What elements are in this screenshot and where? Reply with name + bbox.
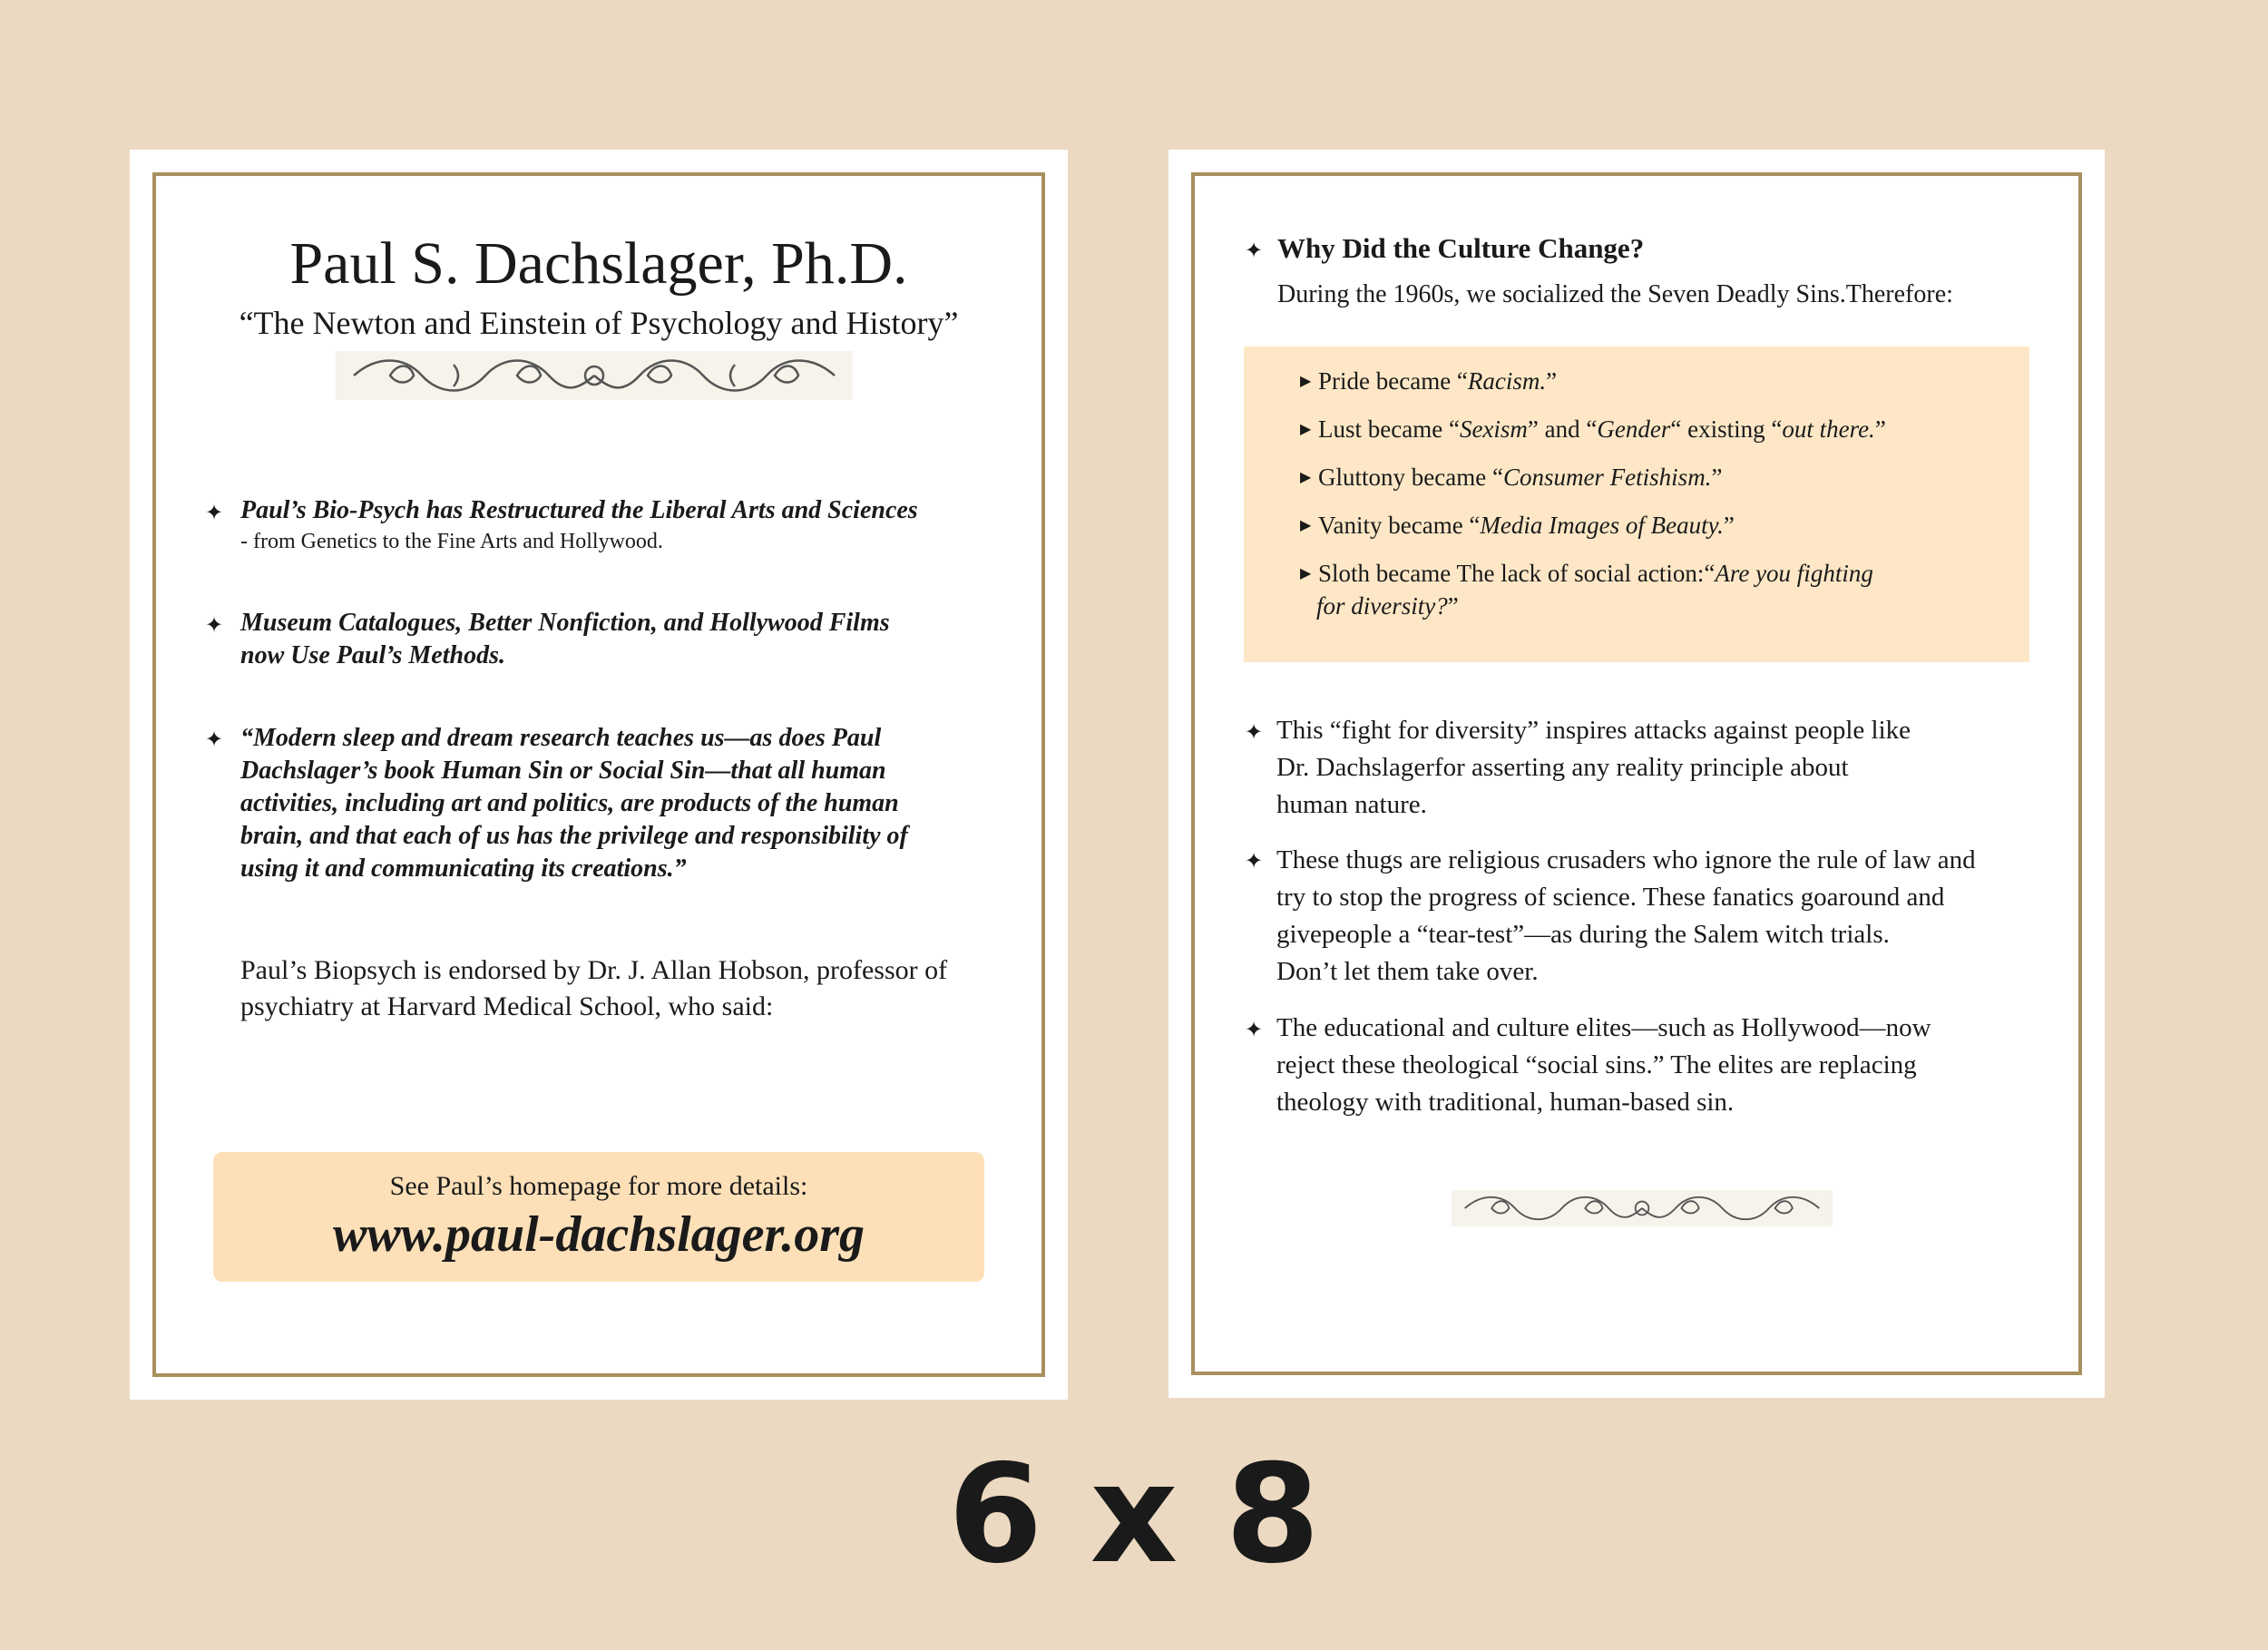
sin-italic-text: Gender xyxy=(1597,415,1671,443)
sin-italic-text: Consumer Fetishism. xyxy=(1502,464,1712,491)
triangle-right-icon: ▶ xyxy=(1300,372,1312,389)
sin-italic-text: for diversity? xyxy=(1316,592,1448,620)
four-pointed-star-icon: ✦ xyxy=(1245,238,1264,263)
card-subtitle: “The Newton and Einstein of Psychology and History” xyxy=(239,305,959,341)
elites-bullet xyxy=(1276,1010,2038,1121)
bullet-2-line-1: Museum Catalogues, Better Nonfiction, and Hollywood Films xyxy=(240,609,890,637)
sin-item xyxy=(1300,557,1953,622)
sin-italic-text: out there. xyxy=(1782,415,1875,443)
quote-line-1: “Modern sleep and dream research teaches us—as does Paul xyxy=(240,724,882,752)
sin-text: ” xyxy=(1874,415,1886,443)
triangle-right-icon: ▶ xyxy=(1300,516,1312,533)
sin-text-line xyxy=(1318,365,1953,397)
bullet-1-subtext: - from Genetics to the Fine Arts and Hollywood. xyxy=(240,530,663,553)
bullet-line: givepeople a “tear-test”—as during the Salem witch trials. xyxy=(1276,920,1890,949)
homepage-link[interactable]: www.paul-dachslager.org xyxy=(332,1206,865,1263)
size-label: 6 x 8 xyxy=(948,1436,1320,1594)
bullet-line: This “fight for diversity” inspires attacks against people like xyxy=(1276,716,1911,745)
four-pointed-star-icon: ✦ xyxy=(1245,719,1264,745)
section-intro: During the 1960s, we socialized the Seven Deadly Sins.Therefore: xyxy=(1277,280,1953,308)
scroll-ornament-icon xyxy=(1452,1190,1833,1226)
sin-text: Gluttony became “ xyxy=(1318,464,1503,491)
bullet-line: Don’t let them take over. xyxy=(1276,957,1539,986)
sin-text: Pride became “ xyxy=(1318,367,1468,395)
endorsement-line: Paul’s Biopsych is endorsed by Dr. J. Allan Hobson, professor of xyxy=(240,955,948,985)
triangle-right-icon: ▶ xyxy=(1300,468,1312,485)
endorsement-text xyxy=(240,952,1002,1025)
bullet-line: theology with traditional, human-based sin. xyxy=(1276,1088,1735,1117)
four-pointed-star-icon: ✦ xyxy=(205,727,224,752)
sin-text: ” xyxy=(1447,592,1459,620)
section-heading: Why Did the Culture Change? xyxy=(1277,232,1645,264)
triangle-right-icon: ▶ xyxy=(1300,564,1312,581)
bullet-line: human nature. xyxy=(1276,790,1427,819)
sin-text: Vanity became “ xyxy=(1318,512,1481,539)
four-pointed-star-icon: ✦ xyxy=(205,612,224,638)
quote-line-5: using it and communicating its creations.” xyxy=(240,854,687,883)
deadly-sins-panel xyxy=(1244,347,2029,662)
sin-italic-text: Racism. xyxy=(1467,367,1547,395)
diversity-bullet xyxy=(1276,712,2038,824)
sin-text: ” xyxy=(1723,512,1735,539)
four-pointed-star-icon: ✦ xyxy=(1245,848,1264,874)
bullet-2-line-2: now Use Paul’s Methods. xyxy=(240,641,505,669)
homepage-label: See Paul’s homepage for more details: xyxy=(389,1171,808,1201)
sin-text-line xyxy=(1318,413,1953,445)
sin-italic-text: Are you fighting xyxy=(1715,560,1873,587)
homepage-callout xyxy=(213,1152,984,1282)
bullet-line: These thugs are religious crusaders who ignore the rule of law and xyxy=(1276,845,1976,874)
bullet-line: try to stop the progress of science. These fanatics goaround and xyxy=(1276,883,1945,912)
sin-item xyxy=(1300,413,1953,445)
sin-text: ” xyxy=(1711,464,1723,491)
bullet-1-heading: Paul’s Bio-Psych has Restructured the Liberal Arts and Sciences xyxy=(240,496,918,524)
sin-text: Lust became “ xyxy=(1318,415,1460,443)
quote-line-3: activities, including art and politics, are products of the human xyxy=(240,789,899,817)
card-title: Paul S. Dachslager, Ph.D. xyxy=(289,230,908,297)
endorsement-line: psychiatry at Harvard Medical School, who said: xyxy=(240,991,774,1021)
four-pointed-star-icon: ✦ xyxy=(1245,1017,1264,1042)
sin-italic-text: Media Images of Beauty. xyxy=(1480,512,1724,539)
four-pointed-star-icon: ✦ xyxy=(205,500,224,525)
sin-text: “ existing “ xyxy=(1670,415,1783,443)
sin-item xyxy=(1300,509,1953,542)
quote-line-2: Dachslager’s book Human Sin or Social Sin—that all human xyxy=(240,757,886,785)
bullet-line: reject these theological “social sins.” The elites are replacing xyxy=(1276,1050,1917,1079)
scroll-ornament-icon xyxy=(336,351,853,400)
left-card xyxy=(130,150,1068,1400)
sin-text-line xyxy=(1318,509,1953,542)
sin-text-line xyxy=(1318,461,1953,493)
sin-text: ” xyxy=(1546,367,1558,395)
sin-item xyxy=(1300,365,1953,397)
bullet-line: The educational and culture elites—such as Hollywood—now xyxy=(1276,1013,1931,1042)
sin-text-line xyxy=(1316,590,1953,622)
sin-item xyxy=(1300,461,1953,493)
sin-text-line xyxy=(1318,557,1953,590)
sin-text: Sloth became The lack of social action:“ xyxy=(1318,560,1716,587)
quote-line-4: brain, and that each of us has the privilege and responsibility of xyxy=(240,822,908,850)
right-card xyxy=(1168,150,2105,1398)
sin-italic-text: Sexism xyxy=(1459,415,1528,443)
triangle-right-icon: ▶ xyxy=(1300,420,1312,437)
crusaders-bullet xyxy=(1276,842,2038,991)
bullet-line: Dr. Dachslagerfor asserting any reality principle about xyxy=(1276,753,1849,782)
sin-text: ” and “ xyxy=(1527,415,1598,443)
